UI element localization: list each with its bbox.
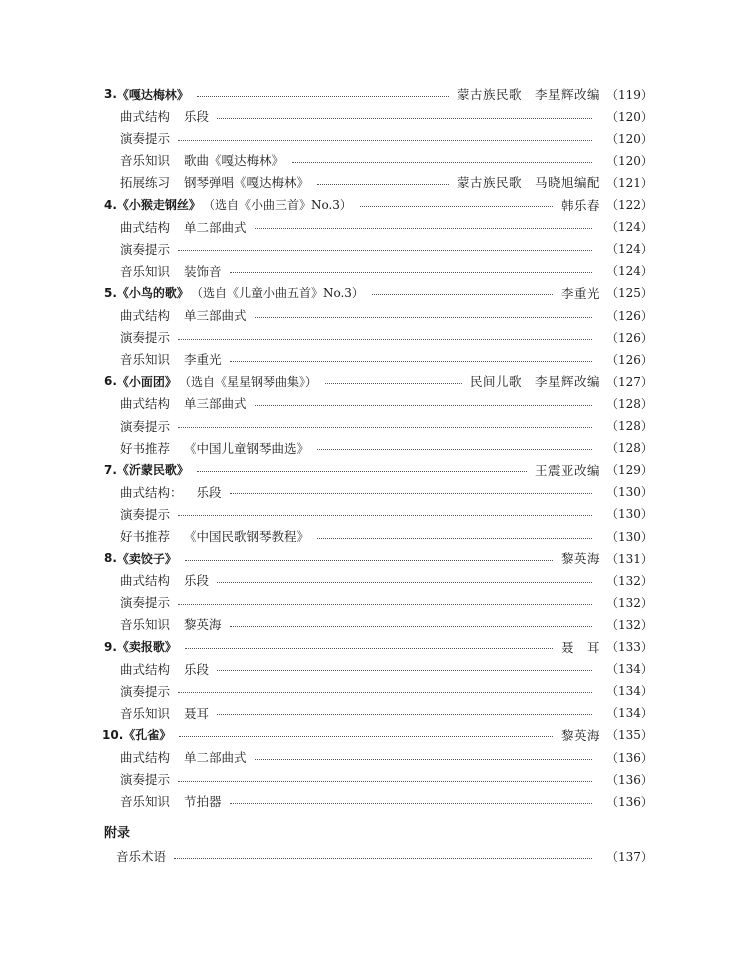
entry-label: 曲式结构: [120, 308, 171, 323]
toc-subentry[interactable]: [0, 790, 750, 812]
entry-title: 《嘎达梅林》: [116, 87, 189, 102]
entry-title: 《卖报歌》: [116, 640, 177, 654]
leader-dots: [230, 272, 592, 273]
toc-entry[interactable]: [0, 636, 750, 658]
page-number: （130）: [606, 507, 653, 522]
toc-entry[interactable]: [0, 459, 750, 481]
appendix-heading: 附录: [104, 826, 131, 841]
page-number: （134）: [606, 706, 653, 721]
entry-title: 《小鸟的歌》: [116, 286, 189, 301]
entry-detail: 《中国民歌钢琴教程》: [184, 529, 310, 544]
entry-label: 曲式结构: [120, 750, 171, 765]
leader-dots: [230, 493, 592, 494]
leader-dots: [292, 162, 592, 163]
toc-entry[interactable]: [0, 194, 750, 216]
entry-label: 音乐知识: [120, 705, 171, 721]
leader-dots: [179, 736, 553, 737]
page-number: （132）: [606, 617, 653, 632]
page-number: （130）: [606, 485, 653, 500]
leader-dots: [178, 140, 592, 141]
toc-entry[interactable]: [0, 370, 750, 392]
leader-dots: [217, 118, 592, 119]
entry-label: 曲式结构：: [120, 484, 183, 500]
toc-entry[interactable]: [0, 724, 750, 746]
toc-subentry[interactable]: [0, 127, 750, 149]
entry-detail: 乐段: [184, 573, 210, 589]
entry-label: 演奏提示: [120, 506, 171, 522]
page-number: （127）: [606, 374, 653, 389]
leader-dots: [178, 604, 592, 605]
leader-dots: [178, 427, 592, 428]
entry-number: 4.: [104, 197, 117, 212]
appendix-entry[interactable]: [0, 845, 750, 867]
entry-detail: 黎英海: [184, 617, 222, 633]
page-number: （120）: [606, 109, 653, 124]
toc-subentry[interactable]: [0, 746, 750, 768]
entry-label: 演奏提示: [120, 595, 171, 611]
entry-detail: 钢琴弹唱《嘎达梅林》: [184, 175, 310, 191]
leader-dots: [255, 228, 592, 229]
leader-dots: [217, 670, 592, 671]
page-number: （120）: [606, 131, 653, 146]
leader-dots: [178, 250, 592, 251]
entry-credit: 韩乐春: [560, 197, 600, 213]
toc-subentry[interactable]: [0, 768, 750, 790]
entry-label: 好书推荐: [120, 529, 171, 544]
leader-dots: [178, 339, 592, 340]
toc-subentry[interactable]: [0, 304, 750, 326]
entry-label: 音乐知识: [120, 794, 171, 810]
toc-subentry[interactable]: [0, 238, 750, 260]
entry-detail: 乐段: [184, 661, 210, 677]
toc-subentry[interactable]: [0, 392, 750, 414]
toc-subentry[interactable]: [0, 591, 750, 613]
entry-label: 演奏提示: [120, 241, 171, 257]
toc-subentry[interactable]: [0, 569, 750, 591]
toc-subentry[interactable]: [0, 105, 750, 127]
leader-dots: [230, 803, 592, 804]
page-number: （126）: [606, 330, 653, 345]
entry-source: （选自《小曲三首》No.3）: [202, 198, 352, 212]
toc-subentry[interactable]: [0, 326, 750, 348]
leader-dots: [317, 449, 592, 450]
leader-dots: [230, 361, 592, 362]
toc-entry[interactable]: [0, 83, 750, 105]
entry-credit: 黎英海: [560, 551, 600, 567]
leader-dots: [372, 294, 553, 295]
entry-label: 音乐知识: [120, 617, 171, 633]
entry-source: （选自《儿童小曲五首》No.3）: [190, 286, 364, 301]
page-number: （120）: [606, 153, 653, 168]
page-number: （136）: [606, 794, 653, 809]
page-number: （128）: [606, 441, 653, 456]
entry-label: 音乐知识: [120, 153, 171, 169]
toc-subentry[interactable]: [0, 171, 750, 193]
entry-detail: 单三部曲式: [184, 396, 247, 412]
entry-label: 演奏提示: [120, 418, 171, 434]
entry-detail: 聂耳: [184, 705, 210, 721]
entry-number: 3.: [104, 87, 117, 101]
entry-detail: 乐段: [184, 109, 210, 125]
toc-subentry[interactable]: [0, 149, 750, 171]
entry-detail: 李重光: [184, 352, 222, 368]
toc-subentry[interactable]: [0, 702, 750, 724]
page-number: （133）: [606, 640, 653, 654]
toc-subentry[interactable]: [0, 260, 750, 282]
leader-dots: [317, 538, 592, 539]
entry-number: 9.: [104, 639, 117, 654]
leader-dots: [255, 405, 592, 406]
toc-entry[interactable]: [0, 282, 750, 304]
page-number: （132）: [606, 595, 653, 610]
toc-entry[interactable]: [0, 547, 750, 569]
entry-label: 曲式结构: [120, 219, 171, 235]
leader-dots: [197, 96, 449, 97]
entry-number: 5.: [104, 285, 117, 300]
entry-label: 拓展练习: [120, 175, 171, 191]
entry-detail: 单二部曲式: [184, 750, 247, 765]
entry-label: 音乐术语: [116, 849, 167, 864]
page-number: （121）: [606, 175, 653, 190]
entry-credit: 李重光: [560, 285, 600, 301]
entry-label: 演奏提示: [120, 330, 171, 346]
page-number: （131）: [606, 551, 653, 566]
page-number: （126）: [606, 308, 653, 323]
page-number: （134）: [606, 684, 653, 699]
entry-title: 《小面团》: [116, 374, 177, 389]
leader-dots: [197, 471, 527, 472]
entry-label: 演奏提示: [120, 772, 171, 788]
entry-title: 《孔雀》: [123, 728, 172, 743]
entry-credit: 蒙古族民歌 李星辉改编: [456, 87, 600, 102]
toc-subentry[interactable]: [0, 216, 750, 238]
page-number: （136）: [606, 772, 653, 787]
leader-dots: [360, 206, 553, 207]
entry-credit: 民间儿歌 李星辉改编: [469, 374, 600, 390]
toc-subentry[interactable]: [0, 437, 750, 459]
toc-subentry[interactable]: [0, 348, 750, 370]
page-number: （136）: [606, 750, 653, 765]
entry-credit: 蒙古族民歌 马晓旭编配: [456, 175, 600, 191]
entry-detail: 装饰音: [184, 263, 222, 279]
page-number: （128）: [606, 419, 653, 433]
toc-subentry[interactable]: [0, 613, 750, 635]
entry-title: 《小猴走钢丝》: [116, 198, 201, 212]
entry-detail: 单三部曲式: [184, 308, 247, 323]
leader-dots: [317, 184, 449, 185]
entry-label: 演奏提示: [120, 131, 171, 147]
entry-credit: 黎英海: [560, 727, 600, 743]
entry-number: 6.: [104, 374, 117, 389]
leader-dots: [230, 626, 592, 627]
leader-dots: [217, 582, 592, 583]
entry-source: （选自《星星钢琴曲集》）: [178, 374, 317, 389]
page-number: （125）: [606, 286, 653, 301]
toc-subentry[interactable]: [0, 525, 750, 547]
page-number: （137）: [606, 849, 653, 864]
entry-label: 演奏提示: [120, 683, 171, 699]
leader-dots: [185, 560, 553, 561]
page-number: （126）: [606, 352, 653, 367]
entry-label: 曲式结构: [120, 661, 171, 677]
page-number: （130）: [606, 529, 653, 544]
page-number: （124）: [606, 264, 653, 279]
page-number: （134）: [606, 662, 653, 677]
entry-detail: 歌曲《嘎达梅林》: [184, 153, 285, 169]
page-number: （132）: [606, 573, 653, 588]
entry-title: 《卖饺子》: [116, 551, 177, 566]
toc-subentry[interactable]: [0, 415, 750, 437]
leader-dots: [174, 858, 592, 859]
leader-dots: [178, 692, 592, 693]
leader-dots: [325, 383, 462, 384]
page-number: （124）: [606, 242, 653, 257]
entry-label: 好书推荐: [120, 440, 171, 456]
page-number: （128）: [606, 396, 653, 411]
leader-dots: [178, 515, 592, 516]
entry-detail: 《中国儿童钢琴曲选》: [184, 440, 310, 456]
toc-subentry[interactable]: [0, 481, 750, 503]
entry-label: 曲式结构: [120, 396, 171, 412]
toc-subentry[interactable]: [0, 658, 750, 680]
toc-subentry[interactable]: [0, 680, 750, 702]
leader-dots: [217, 714, 592, 715]
entry-label: 曲式结构: [120, 573, 171, 589]
entry-detail: 节拍器: [184, 794, 222, 810]
page-number: （124）: [606, 220, 653, 235]
leader-dots: [255, 759, 592, 760]
page-number: （129）: [606, 463, 653, 478]
page-number: （122）: [606, 198, 653, 212]
entry-label: 音乐知识: [120, 352, 171, 368]
entry-credit: 聂 耳: [560, 639, 600, 655]
leader-dots: [255, 317, 592, 318]
entry-detail: 单二部曲式: [184, 219, 247, 235]
entry-number: 8.: [104, 551, 117, 566]
page-number: （119）: [606, 87, 653, 102]
entry-label: 曲式结构: [120, 109, 171, 125]
entry-number: 10.: [102, 727, 124, 742]
entry-label: 音乐知识: [120, 263, 171, 279]
leader-dots: [178, 781, 592, 782]
page-number: （135）: [606, 728, 653, 743]
leader-dots: [185, 648, 553, 649]
entry-title: 《沂蒙民歌》: [116, 463, 189, 478]
toc-subentry[interactable]: [0, 503, 750, 525]
entry-number: 7.: [104, 462, 117, 477]
entry-detail: 乐段: [196, 484, 222, 500]
entry-credit: 王震亚改编: [534, 462, 600, 478]
